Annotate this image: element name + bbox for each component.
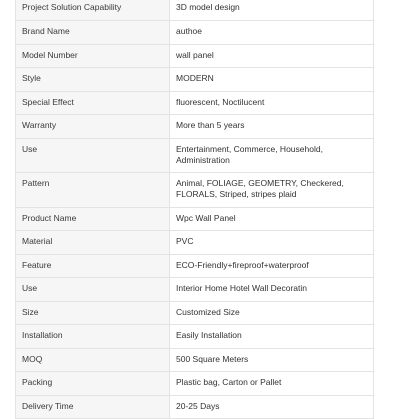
spec-value: 20-25 Days [170, 395, 374, 419]
spec-label: Warranty [16, 115, 170, 139]
table-row [16, 91, 374, 115]
table-row [16, 395, 374, 419]
table-row [16, 372, 374, 396]
table-row [16, 254, 374, 278]
spec-label: Installation [16, 325, 170, 349]
spec-label: Pattern [16, 173, 170, 208]
spec-label: Material [16, 231, 170, 255]
spec-value: authoe [170, 21, 374, 45]
table-row [16, 301, 374, 325]
spec-label: Project Solution Capability [16, 0, 170, 21]
spec-label: Feature [16, 254, 170, 278]
spec-label: Size [16, 301, 170, 325]
spec-value: More than 5 years [170, 115, 374, 139]
spec-value: 3D model design [170, 0, 374, 21]
spec-label: Style [16, 68, 170, 92]
spec-value: Plastic bag, Carton or Pallet [170, 372, 374, 396]
spec-value: wall panel [170, 44, 374, 68]
spec-value: Wpc Wall Panel [170, 207, 374, 231]
table-row [16, 348, 374, 372]
spec-label: Delivery Time [16, 395, 170, 419]
spec-label: Model Number [16, 44, 170, 68]
spec-label: Packing [16, 372, 170, 396]
table-row [16, 21, 374, 45]
spec-value: fluorescent, Noctilucent [170, 91, 374, 115]
spec-label: Use [16, 278, 170, 302]
spec-label: MOQ [16, 348, 170, 372]
spec-value: MODERN [170, 68, 374, 92]
spec-value: Entertainment, Commerce, Household, Administration [170, 138, 374, 173]
table-row [16, 325, 374, 349]
spec-label: Brand Name [16, 21, 170, 45]
table-row [16, 138, 374, 173]
table-row [16, 207, 374, 231]
spec-value: ECO-Friendly+fireproof+waterproof [170, 254, 374, 278]
spec-value: 500 Square Meters [170, 348, 374, 372]
spec-label: Special Effect [16, 91, 170, 115]
table-row [16, 68, 374, 92]
spec-label: Use [16, 138, 170, 173]
table-row [16, 278, 374, 302]
table-row [16, 115, 374, 139]
table-row [16, 44, 374, 68]
spec-value: Animal, FOLIAGE, GEOMETRY, Checkered, FLORALS, Striped, stripes plaid [170, 173, 374, 208]
spec-value: PVC [170, 231, 374, 255]
spec-value: Customized Size [170, 301, 374, 325]
spec-value: Interior Home Hotel Wall Decoratin [170, 278, 374, 302]
spec-value: Easily Installation [170, 325, 374, 349]
product-specifications-table [15, 0, 374, 419]
table-row [16, 0, 374, 21]
spec-label: Product Name [16, 207, 170, 231]
table-row [16, 173, 374, 208]
table-row [16, 231, 374, 255]
